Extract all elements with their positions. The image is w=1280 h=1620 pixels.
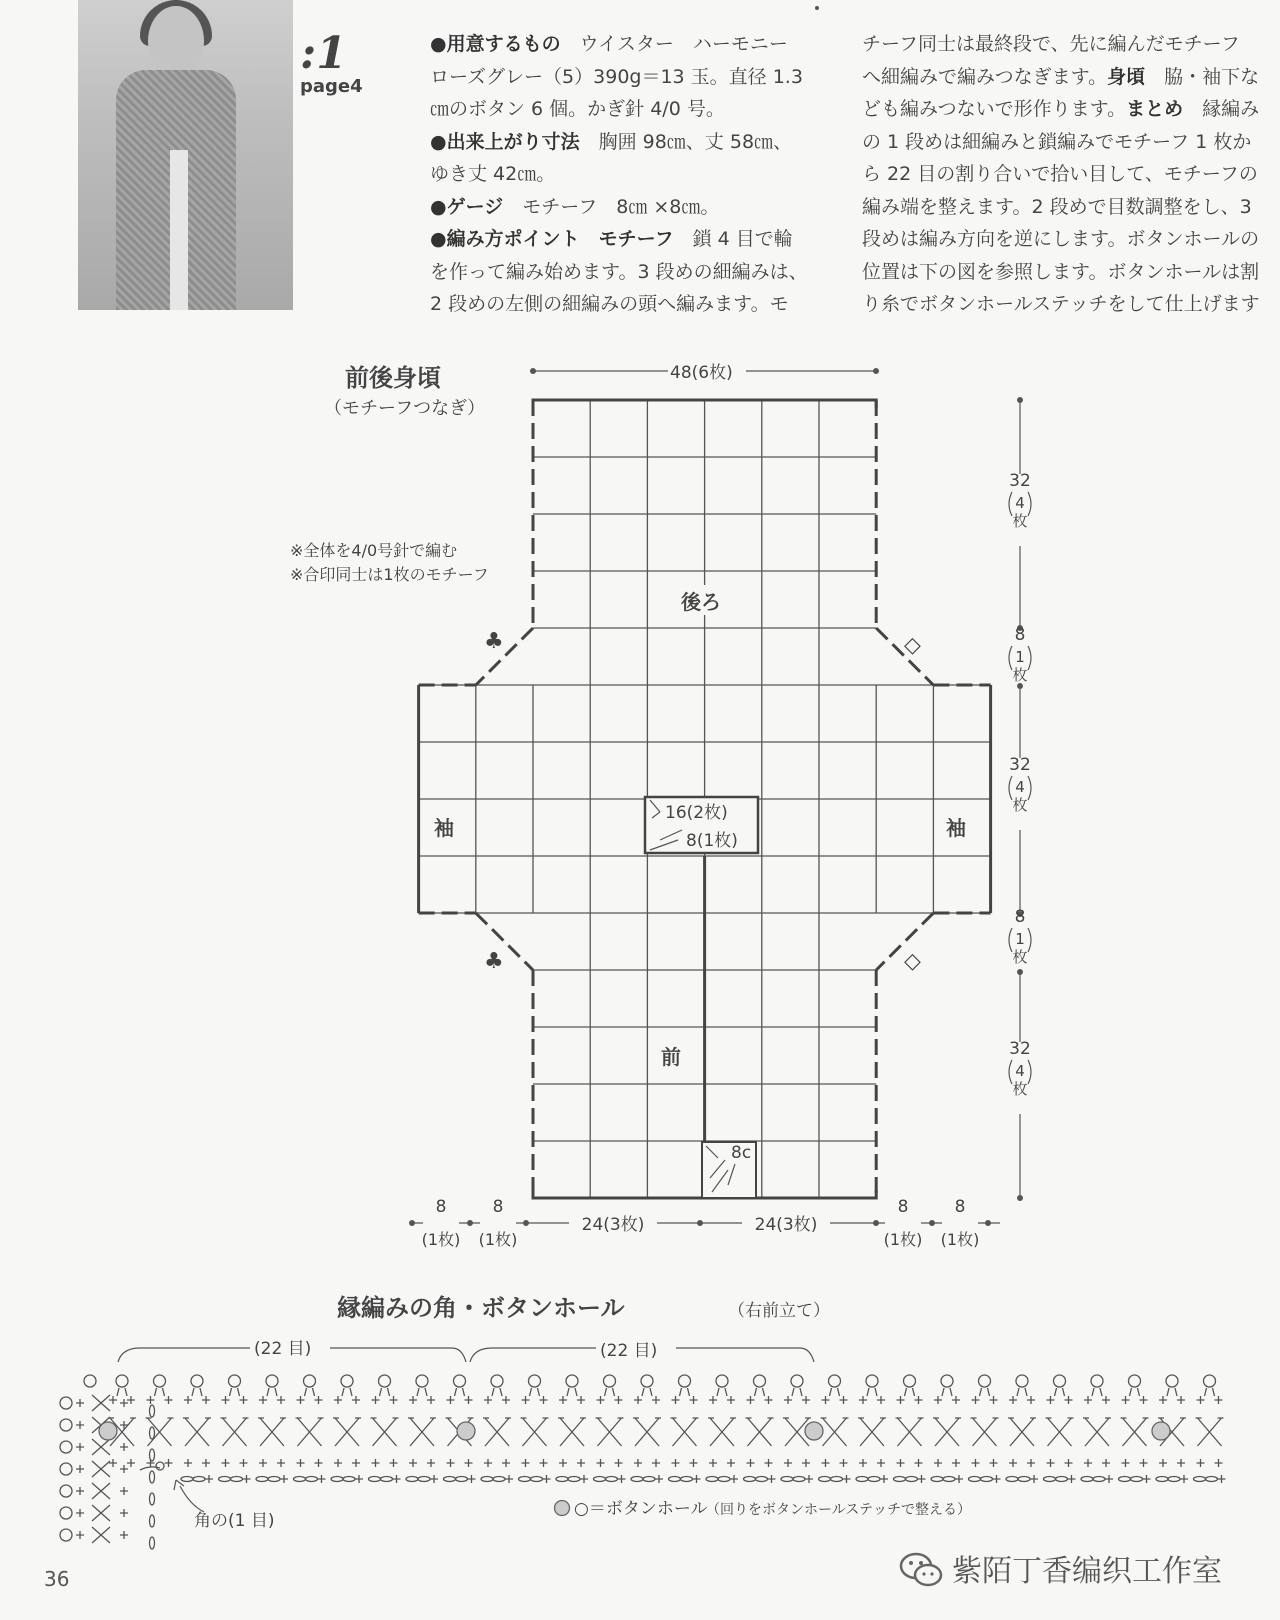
instruction-text: チーフ同士は最終段で、先に編んだモチーフ	[862, 33, 1240, 55]
page-number: 36	[44, 1567, 70, 1591]
front-corner-label: 8c	[731, 1143, 752, 1163]
bottom-dimensions	[409, 1197, 1000, 1249]
bottom-small-count: (1枚)	[940, 1230, 980, 1249]
bottom-small-value: 8	[435, 1197, 447, 1217]
instruction-text: 脇・袖下な	[1145, 65, 1260, 88]
bottom-small-value: 8	[897, 1197, 909, 1217]
corner-label: 角の(1 目)	[194, 1511, 275, 1531]
side-dimension-n: 32	[1009, 755, 1031, 775]
buttonhole-legend-icon	[555, 1501, 570, 1516]
instruction-text: り糸でボタンホールステッチをして仕上げます	[862, 293, 1260, 315]
instruction-text: 鎖 4 目で輪	[673, 228, 793, 250]
instruction-heading: ●用意するもの	[430, 33, 561, 55]
buttonhole	[1152, 1422, 1170, 1440]
side-dimension-u: 枚	[1012, 948, 1028, 966]
diamond-mark-bottom: ◇	[904, 949, 921, 974]
side-dimension-c: 1	[1015, 930, 1025, 948]
corner-pointer	[180, 1486, 204, 1512]
edge-chart-subtitle: （右前立て）	[728, 1301, 830, 1321]
instruction-text: 胸囲 98㎝、丈 58㎝、	[579, 130, 793, 153]
instruction-heading: まとめ	[1126, 98, 1184, 120]
edge-chart	[60, 1294, 1226, 1549]
note-needle: ※全体を4/0号針で編む	[290, 541, 458, 560]
body-chart	[290, 363, 1031, 1249]
side-dimension-u: 枚	[1012, 1080, 1028, 1098]
watermark: 紫陌丁香编织工作室	[952, 1554, 1222, 1589]
side-dimension-u: 枚	[1012, 512, 1028, 530]
pattern-number: :1	[300, 28, 347, 79]
bottom-small-value: 8	[492, 1197, 504, 1217]
club-mark-bottom: ♣	[484, 949, 504, 974]
bottom-small-count: (1枚)	[883, 1230, 923, 1249]
bottom-large-value: 24(3枚)	[581, 1215, 645, 1235]
buttonhole-legend: ○＝ボタンホール	[574, 1499, 708, 1519]
bottom-large-value: 24(3枚)	[754, 1215, 818, 1235]
side-dimension-n: 8	[1014, 625, 1026, 645]
side-dimension-n: 32	[1009, 471, 1031, 491]
bottom-small-count: (1枚)	[421, 1230, 461, 1249]
club-mark-top: ♣	[484, 629, 504, 654]
left-sleeve-label: 袖	[434, 816, 454, 840]
instruction-text: の 1 段めは細編みと鎖編みでモチーフ 1 枚か	[862, 130, 1252, 153]
body-chart-title: 前後身頃	[345, 364, 441, 392]
bottom-small-value: 8	[954, 1197, 966, 1217]
span-label-2: (22 目)	[600, 1341, 658, 1361]
page-reference: page4	[300, 76, 363, 97]
neck-depth-label: 8(1枚)	[686, 831, 738, 851]
buttonhole	[99, 1422, 117, 1440]
instruction-text: を作って編み始めます。3 段めの細編みは、	[430, 260, 808, 283]
side-dimension-c: 4	[1015, 494, 1025, 512]
top-width-dimension	[530, 363, 879, 383]
buttonhole	[457, 1422, 475, 1440]
buttonhole-legend-note: （回りをボタンホールステッチで整える）	[706, 1502, 972, 1518]
side-dimension-c: 1	[1015, 648, 1025, 666]
instruction-text: 2 段めの左側の細編みの頭へ編みます。モ	[430, 293, 789, 315]
instruction-text: へ細編みで編みつなぎます。	[862, 65, 1108, 88]
side-dimension-u: 枚	[1012, 666, 1028, 684]
instruction-heading: ●出来上がり寸法	[430, 130, 580, 153]
side-dimensions	[1009, 397, 1031, 1201]
side-dimension-u: 枚	[1012, 796, 1028, 814]
instruction-text: 段めは編み方向を逆にします。ボタンホールの	[862, 228, 1260, 250]
span-label-1: (22 目)	[254, 1339, 312, 1359]
instruction-text: ども編みつないで形作ります。	[862, 98, 1127, 120]
body-chart-subtitle: （モチーフつなぎ）	[324, 398, 486, 419]
side-dimension-n: 32	[1009, 1039, 1031, 1059]
right-sleeve-label: 袖	[946, 816, 966, 840]
buttonhole	[805, 1422, 823, 1440]
diamond-mark-top: ◇	[904, 633, 921, 658]
side-dimension-c: 4	[1015, 1062, 1025, 1080]
side-dimension-n: 8	[1014, 907, 1026, 927]
instruction-heading: 身頃	[1107, 65, 1146, 88]
instruction-text: ㎝のボタン 6 個。かぎ針 4/0 号。	[430, 98, 725, 120]
neck-width-label: 16(2枚)	[665, 803, 728, 823]
instruction-heading: ●ゲージ	[430, 195, 504, 218]
instruction-text: ゆき丈 42㎝。	[430, 163, 556, 185]
back-label: 後ろ	[681, 590, 721, 614]
instruction-text: ウイスター ハーモニー	[560, 33, 788, 55]
instruction-text: 編み端を整えます。2 段めで目数調整をし、3	[862, 195, 1252, 218]
instruction-text: 位置は下の図を参照します。ボタンホールは割	[862, 260, 1260, 283]
front-label: 前	[661, 1045, 681, 1069]
instruction-text: 縁編み	[1183, 98, 1260, 120]
instruction-text: ローズグレー（5）390g＝13 玉。直径 1.3	[430, 65, 803, 88]
side-dimension-c: 4	[1015, 778, 1025, 796]
top-width-label: 48(6枚)	[670, 363, 733, 383]
bottom-small-count: (1枚)	[478, 1230, 518, 1249]
wechat-icon	[898, 1551, 944, 1589]
instruction-text: モチーフ 8㎝ ×8㎝。	[503, 195, 720, 218]
instruction-heading: ●編み方ポイント モチーフ	[430, 228, 674, 250]
instruction-text: ら 22 目の割り合いで拾い目して、モチーフの	[862, 163, 1258, 185]
note-marks: ※合印同士は1枚のモチーフ	[290, 565, 489, 584]
span-brackets	[118, 1348, 814, 1362]
edge-chart-title: 縁編みの角・ボタンホール	[337, 1294, 625, 1322]
